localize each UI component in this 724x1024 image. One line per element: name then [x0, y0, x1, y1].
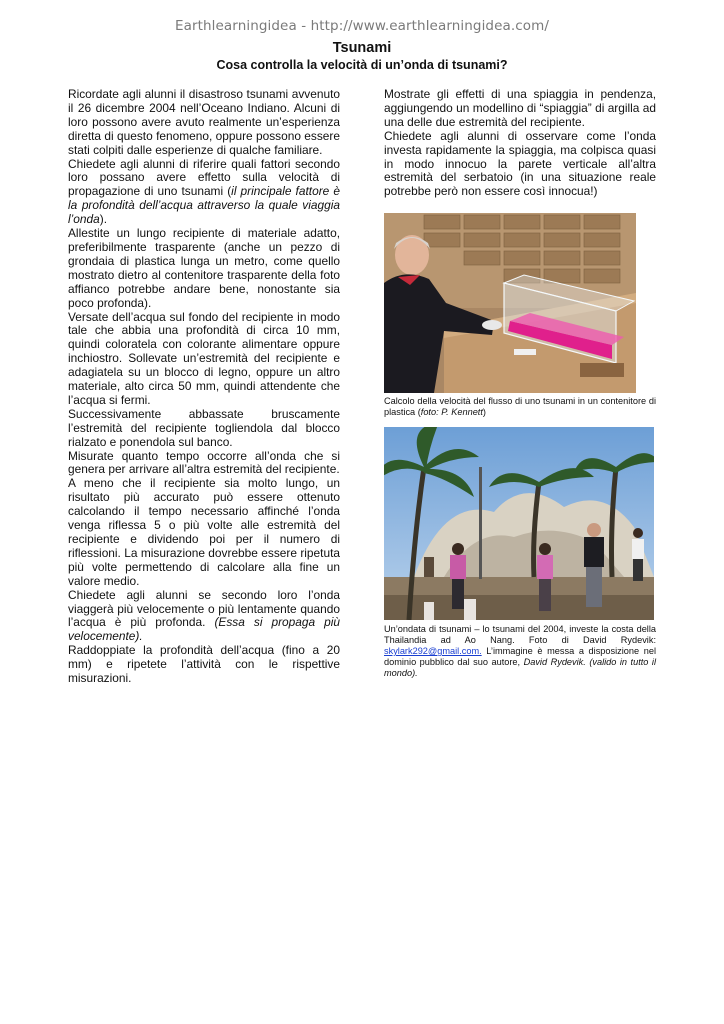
tsunami-beach-photo	[384, 427, 654, 620]
caption-credit: foto: P. Kennett	[420, 407, 483, 417]
caption-text: Un’ondata di tsunami – lo tsunami del 2004, investe la costa della Thailandia ad Ao Nang. Foto di David Rydevik:	[384, 624, 656, 645]
paragraph: A meno che il recipiente sia molto lungo, un risultato più accurato può essere ottenuto calcolando il tempo necessario affinché l’onda venga riflessa 5 o più volte alle estremità del recipiente e dividendo poi per il numero di riflessioni. La misurazione dovrebbe essere ripetuta più volte permettendo di calcolare alla fine un valore medio.	[68, 476, 340, 588]
paragraph-emphasis: il principale fattore è la profondità dell’acqua attraverso la quale viaggia l’onda	[68, 184, 340, 227]
paragraph: Chiedete agli alunni di osservare come l’onda investa rapidamente la spiaggia, ma colpisca quasi in modo innocuo la parete verticale all’altra estremità del serbatoio (in una situazione reale potrebbe però non essere così innocua!)	[384, 128, 656, 199]
paragraph: Successivamente abbassate bruscamente l’estremità del recipiente togliendola dal blocco rialzato e ponendola sul banco.	[68, 406, 340, 449]
paragraph-emphasis: (Essa si propaga più velocemente).	[68, 615, 340, 644]
paragraph: Ricordate agli alunni il disastroso tsunami avvenuto il 26 dicembre 2004 nell’Oceano Indiano. Alcuni di loro possono avere avuto realmente un’esperienza diretta di questo fenomeno, oppure possono essere stati colpiti dalle esperienze di qualche familiare.	[68, 87, 340, 157]
left-column	[68, 88, 340, 686]
paragraph: Mostrate gli effetti di una spiaggia in pendenza, aggiungendo un modellino di “spiaggia” di argilla ad una delle due estremità del recipiente.	[384, 87, 656, 129]
classroom-tank-photo	[384, 213, 636, 393]
paragraph	[68, 589, 340, 645]
caption-text: Calcolo della velocità del flusso di uno tsunami in un contenitore di plastica (	[384, 396, 656, 417]
page-title: Tsunami	[332, 40, 392, 56]
paragraph	[68, 158, 340, 228]
caption-text: )	[482, 407, 486, 417]
paragraph: Misurate quanto tempo occorre all’onda che si genera per arrivare all’altra estremità del recipiente.	[68, 448, 340, 477]
paragraph-text: Chiedete agli alunni se secondo loro l’onda viaggerà più velocemente o più lentamente quando l’acqua è più profonda.	[68, 587, 340, 630]
photo-caption	[384, 624, 656, 679]
paragraph: Raddoppiate la profondità dell’acqua (fino a 20 mm) e ripetete l’attività con le rispettive misurazioni.	[68, 643, 340, 686]
page-subtitle: Cosa controlla la velocità di un’onda di tsunami?	[216, 58, 508, 72]
caption-text: L’immagine è messa a disposizione nel dominio pubblico dal suo autore,	[384, 646, 656, 667]
caption-credit: David Rydevik. (valido in tutto il mondo).	[384, 657, 656, 678]
paragraph: Allestite un lungo recipiente di materiale adatto, preferibilmente trasparente (anche un pezzo di grondaia di plastica lunga un metro, come quello mostrato dietro al contenitore trasparente della foto affianco potrebbe andare bene, nonostante sia poco profonda).	[68, 226, 340, 310]
photo-caption	[384, 396, 656, 418]
paragraph-text: Chiedete agli alunni di riferire quali fattori secondo loro possano avere effetto sulla velocità di propagazione di uno tsunami (	[68, 156, 340, 199]
right-column	[384, 88, 656, 199]
paragraph: Versate dell’acqua sul fondo del recipiente in modo tale che abbia una profondità di circa 10 mm, quindi coloratela con colorante alimentare oppure inchiostro. Sollevate un’estremità del recipiente e adagiatela su un blocco di legno, oppure un altro materiale, alto circa 50 mm, quindi attendente che l’acqua si fermi.	[68, 309, 340, 407]
email-link[interactable]: skylark292@gmail.com.	[384, 646, 482, 656]
site-header: Earthlearningidea - http://www.earthlearningidea.com/	[174, 18, 550, 34]
paragraph-text: ).	[99, 212, 108, 227]
